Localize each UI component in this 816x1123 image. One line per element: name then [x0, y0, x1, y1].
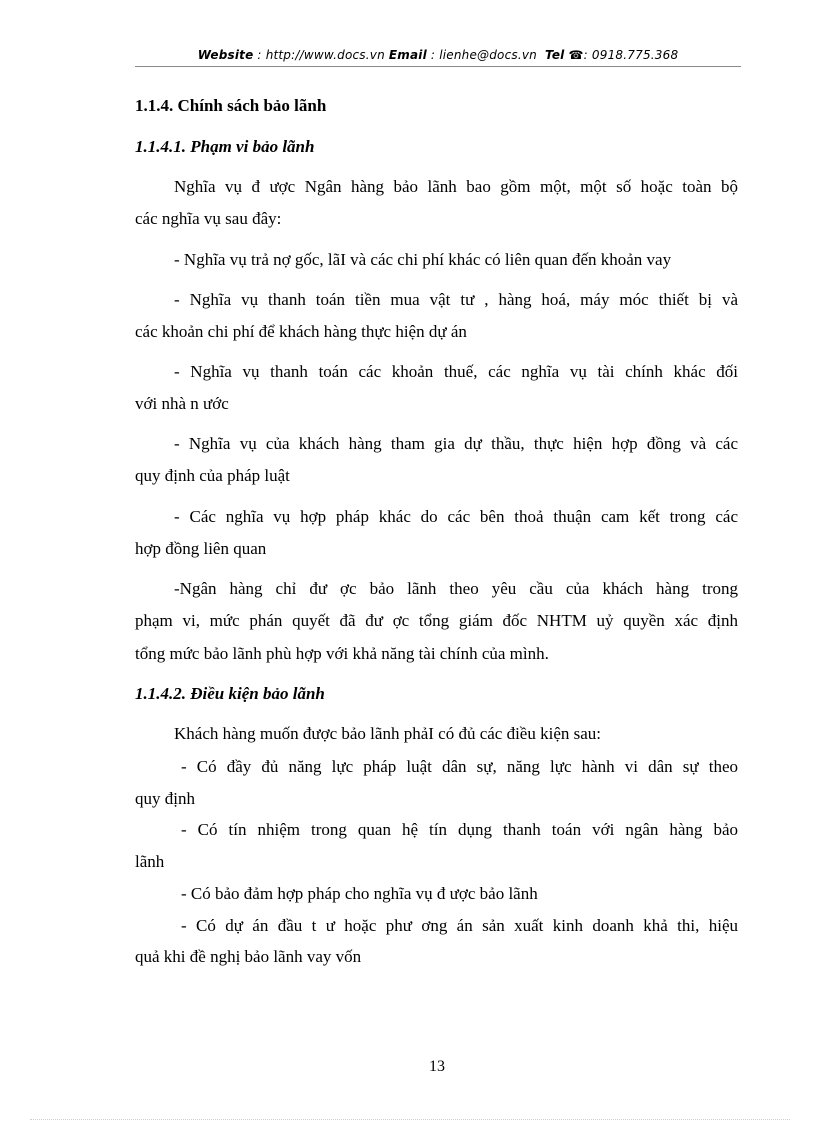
section-heading: 1.1.4. Chính sách bảo lãnh — [135, 96, 327, 115]
scope-paragraph-3-line-2: các khoản chi phí để khách hàng thực hiện dự án — [135, 322, 467, 341]
scope-paragraph-6-line-1: - Các nghĩa vụ hợp pháp khác do các bên thoả thuận cam kết trong các — [174, 507, 738, 526]
phone-icon: ☎ — [568, 48, 584, 62]
conditions-paragraph-3-line-2: lãnh — [135, 852, 165, 871]
scope-paragraph-3-line-1: - Nghĩa vụ thanh toán tiền mua vật tư , hàng hoá, máy móc thiết bị và — [174, 290, 738, 309]
scope-paragraph-5-line-1: - Nghĩa vụ của khách hàng tham gia dự thầu, thực hiện hợp đồng và các — [174, 434, 738, 453]
scope-paragraph-1-line-2: các nghĩa vụ sau đây: — [135, 209, 282, 228]
scope-paragraph-4-line-2: với nhà n ước — [135, 394, 229, 413]
subsection-heading-conditions: 1.1.4.2. Điều kiện bảo lãnh — [135, 684, 325, 703]
page-header — [135, 48, 741, 62]
scope-paragraph-7-line-3: tổng mức bảo lãnh phù hợp với khả năng tài chính của mình. — [135, 644, 549, 663]
page-bottom-border — [30, 1119, 790, 1120]
scope-paragraph-2-line-1: - Nghĩa vụ trả nợ gốc, lãI và các chi phí khác có liên quan đến khoản vay — [174, 250, 672, 269]
scope-paragraph-1-line-1: Nghĩa vụ đ ược Ngân hàng bảo lãnh bao gồm một, một số hoặc toàn bộ — [174, 177, 738, 196]
conditions-paragraph-2-line-1: - Có đầy đủ năng lực pháp luật dân sự, năng lực hành vi dân sự theo — [181, 757, 738, 776]
website-label: Website — [197, 48, 254, 62]
header-divider — [135, 66, 741, 67]
email-label: Email — [388, 48, 427, 62]
conditions-paragraph-3-line-1: - Có tín nhiệm trong quan hệ tín dụng thanh toán với ngân hàng bảo — [181, 820, 738, 839]
conditions-paragraph-4-line-1: - Có bảo đảm hợp pháp cho nghĩa vụ đ ược bảo lãnh — [181, 884, 538, 903]
email-value: : lienhe@docs.vn — [426, 48, 541, 62]
scope-paragraph-7-line-2: phạm vi, mức phán quyết đã đư ợc tổng giám đốc NHTM uỷ quyền xác định — [135, 611, 738, 630]
conditions-paragraph-5-line-1: - Có dự án đầu t ư hoặc phư ơng án sản xuất kinh doanh khả thi, hiệu — [181, 916, 738, 935]
conditions-paragraph-1-line-1: Khách hàng muốn được bảo lãnh phảI có đủ các điều kiện sau: — [174, 724, 602, 743]
tel-value: : 0918.775.368 — [583, 48, 679, 62]
website-value: : http://www.docs.vn — [253, 48, 389, 62]
conditions-paragraph-5-line-2: quả khi đề nghị bảo lãnh vay vốn — [135, 947, 362, 966]
scope-paragraph-7-line-1: -Ngân hàng chỉ đư ợc bảo lãnh theo yêu cầu của khách hàng trong — [174, 579, 738, 598]
subsection-heading-scope: 1.1.4.1. Phạm vi bảo lãnh — [135, 137, 315, 156]
scope-paragraph-4-line-1: - Nghĩa vụ thanh toán các khoản thuế, các nghĩa vụ tài chính khác đối — [174, 362, 738, 381]
tel-label: Tel — [545, 48, 565, 62]
scope-paragraph-6-line-2: hợp đồng liên quan — [135, 539, 267, 558]
scope-paragraph-5-line-2: quy định của pháp luật — [135, 466, 290, 485]
page-number: 13 — [429, 1058, 445, 1075]
conditions-paragraph-2-line-2: quy định — [135, 789, 195, 808]
